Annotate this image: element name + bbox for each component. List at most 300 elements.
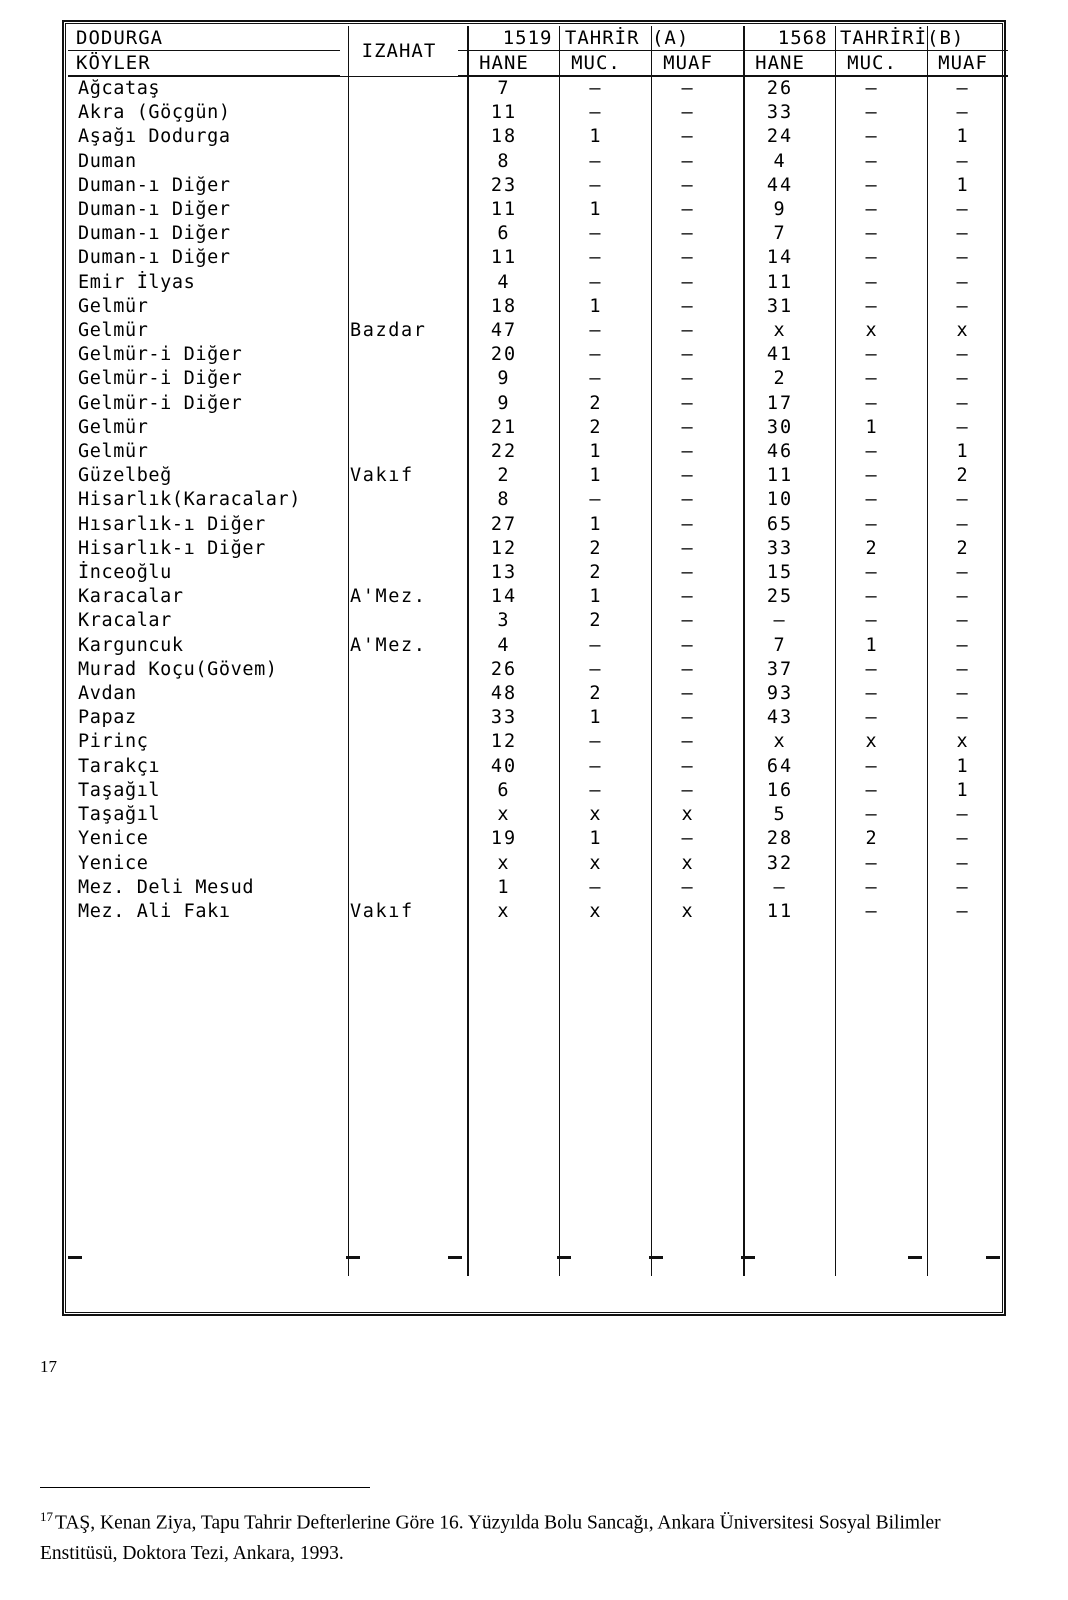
cell-village: Gelmür-i Diğer [78, 392, 243, 414]
table-row [68, 271, 1008, 295]
cell-muc-1519: 2 [589, 392, 603, 414]
cell-hane-1568: 9 [773, 199, 787, 221]
cell-muaf-1519: – [681, 779, 695, 801]
cell-muc-1568: – [865, 295, 879, 317]
cell-muaf-1519: – [681, 537, 695, 559]
header-village-group: DODURGA [68, 26, 340, 51]
cell-village: Emir İlyas [78, 271, 196, 293]
cell-village: Yenice [78, 852, 149, 874]
cell-muaf-1568: 1 [956, 126, 970, 148]
table-row [68, 392, 1008, 416]
cell-muc-1568: – [865, 900, 879, 922]
cell-muaf-1519: – [681, 465, 695, 487]
cell-muaf-1568: – [956, 610, 970, 632]
cell-hane-1519: x [497, 900, 511, 922]
table-row [68, 585, 1008, 609]
cell-muc-1568: – [865, 489, 879, 511]
cell-muc-1568: 1 [865, 416, 879, 438]
table-row [68, 609, 1008, 633]
cell-izahat [340, 222, 458, 246]
header-group-1519: 1519 TAHRİR (A) [458, 26, 734, 51]
cell-hane-1519: 6 [497, 779, 511, 801]
cell-muc-1519: – [589, 223, 603, 245]
header-hane-1568: HANE [734, 51, 826, 77]
cell-hane-1568: 7 [773, 634, 787, 656]
cell-muaf-1568: 2 [956, 465, 970, 487]
cell-muaf-1519: – [681, 247, 695, 269]
cell-izahat [340, 440, 458, 464]
table-row [68, 561, 1008, 585]
cell-village: Hisarlık(Karacalar) [78, 489, 302, 511]
cell-muc-1519: – [589, 489, 603, 511]
cell-muaf-1568: – [956, 78, 970, 99]
cell-muaf-1519: – [681, 489, 695, 511]
cell-hane-1519: 8 [497, 489, 511, 511]
footnote-separator [40, 1487, 370, 1488]
cell-muc-1568: – [865, 779, 879, 801]
cell-muc-1568: – [865, 368, 879, 390]
cell-muc-1568: – [865, 344, 879, 366]
cell-village: Gelmür-i Diğer [78, 368, 243, 390]
cell-hane-1519: 9 [497, 392, 511, 414]
cell-muaf-1568: – [956, 852, 970, 874]
cell-muaf-1519: – [681, 876, 695, 898]
footnote-text: TAŞ, Kenan Ziya, Tapu Tahrir Defterlerine Göre 16. Yüzyılda Bolu Sancağı, Ankara Üniversitesi Sosyal Bilimler Enstitüsü, Doktora Tezi, Ankara, 1993. [40, 1512, 941, 1564]
cell-izahat [340, 852, 458, 876]
cell-muaf-1568: – [956, 150, 970, 172]
cell-muc-1519: – [589, 779, 603, 801]
cell-muaf-1568: 1 [956, 755, 970, 777]
cell-muc-1519: – [589, 320, 603, 342]
cell-hane-1519: 22 [490, 441, 518, 463]
cell-muaf-1568: – [956, 900, 970, 922]
cell-muaf-1519: – [681, 828, 695, 850]
cell-izahat [340, 779, 458, 803]
cell-muc-1519: – [589, 344, 603, 366]
cell-village: Pirinç [78, 731, 149, 753]
cell-village: Duman-ı Diğer [78, 223, 231, 245]
cell-hane-1519: 8 [497, 150, 511, 172]
header-koyler: KÖYLER [68, 51, 340, 77]
cell-village: Aşağı Dodurga [78, 126, 231, 148]
cell-muc-1568: – [865, 465, 879, 487]
cell-muc-1519: 1 [589, 586, 603, 608]
cell-muaf-1519: – [681, 634, 695, 656]
table-row [68, 900, 1008, 924]
cell-izahat [340, 827, 458, 851]
table-row [68, 150, 1008, 174]
cell-hane-1519: x [497, 804, 511, 826]
cell-izahat: Vakıf [350, 900, 414, 922]
cell-hane-1519: 11 [490, 247, 518, 269]
cell-muc-1568: – [865, 102, 879, 124]
cell-muaf-1568: 1 [956, 779, 970, 801]
cell-muc-1568: – [865, 441, 879, 463]
cell-hane-1568: 11 [766, 271, 794, 293]
cell-hane-1568: 37 [766, 658, 794, 680]
cell-muc-1568: – [865, 199, 879, 221]
cell-izahat: A'Mez. [350, 586, 427, 608]
table-row [68, 706, 1008, 730]
table-row [68, 440, 1008, 464]
cell-hane-1519: 13 [490, 562, 518, 584]
cell-village: Duman [78, 150, 137, 172]
cell-hane-1519: 4 [497, 271, 511, 293]
cell-muaf-1568: – [956, 513, 970, 535]
cell-muc-1519: x [589, 852, 603, 874]
cell-village: Karacalar [78, 586, 184, 608]
table-row [68, 464, 1008, 488]
cell-village: Hisarlık-ı Diğer [78, 537, 266, 559]
cell-hane-1568: 4 [773, 150, 787, 172]
header-row-sub [68, 51, 1008, 77]
cell-izahat: A'Mez. [350, 634, 427, 656]
cell-hane-1568: 28 [766, 828, 794, 850]
cell-muaf-1519: – [681, 586, 695, 608]
cell-muc-1519: 1 [589, 126, 603, 148]
cell-muaf-1519: – [681, 416, 695, 438]
cell-muaf-1568: – [956, 416, 970, 438]
cell-muc-1519: 1 [589, 199, 603, 221]
cell-muc-1519: – [589, 247, 603, 269]
table-row [68, 876, 1008, 900]
table-row [68, 827, 1008, 851]
cell-muc-1568: – [865, 707, 879, 729]
cell-muc-1568: – [865, 852, 879, 874]
cell-village: Kracalar [78, 610, 172, 632]
cell-muc-1519: – [589, 150, 603, 172]
cell-muaf-1519: – [681, 392, 695, 414]
cell-hane-1519: 40 [490, 755, 518, 777]
cell-muc-1568: – [865, 876, 879, 898]
cell-hane-1568: 30 [766, 416, 794, 438]
cell-muc-1568: – [865, 150, 879, 172]
table-row [68, 488, 1008, 512]
cell-muaf-1519: – [681, 731, 695, 753]
cell-muc-1519: 2 [589, 683, 603, 705]
cell-muaf-1568: – [956, 392, 970, 414]
cell-muc-1519: – [589, 368, 603, 390]
cell-muc-1519: 1 [589, 828, 603, 850]
cell-izahat [340, 730, 458, 754]
footnote [40, 1502, 1015, 1569]
cell-muaf-1519: – [681, 683, 695, 705]
cell-muaf-1519: – [681, 223, 695, 245]
header-muc-1568: MUC. [826, 51, 918, 77]
cell-muaf-1568: – [956, 562, 970, 584]
cell-muc-1519: – [589, 174, 603, 196]
cell-village: Hısarlık-ı Diğer [78, 513, 266, 535]
table-row [68, 730, 1008, 754]
cell-muaf-1519: – [681, 441, 695, 463]
table-row [68, 416, 1008, 440]
cell-muc-1568: – [865, 610, 879, 632]
cell-village: Gelmür [78, 441, 149, 463]
cell-village: Ağcataş [78, 78, 161, 99]
table-head [68, 26, 1008, 76]
table-row [68, 295, 1008, 319]
cell-hane-1519: 47 [490, 320, 518, 342]
cell-muc-1568: 1 [865, 634, 879, 656]
cell-hane-1519: 18 [490, 295, 518, 317]
cell-izahat [340, 416, 458, 440]
cell-muaf-1519: – [681, 513, 695, 535]
cell-muaf-1519: – [681, 271, 695, 293]
cell-muaf-1568: – [956, 586, 970, 608]
cell-muc-1519: – [589, 102, 603, 124]
cell-muaf-1519: – [681, 78, 695, 99]
cell-hane-1568: 7 [773, 223, 787, 245]
cell-izahat [340, 537, 458, 561]
cell-village: Duman-ı Diğer [78, 199, 231, 221]
cell-muaf-1519: – [681, 102, 695, 124]
table-row [68, 319, 1008, 343]
cell-muc-1519: x [589, 900, 603, 922]
cell-muaf-1568: – [956, 344, 970, 366]
cell-village: Duman-ı Diğer [78, 174, 231, 196]
cell-village: Duman-ı Diğer [78, 247, 231, 269]
cell-muaf-1568: – [956, 634, 970, 656]
cell-muaf-1568: – [956, 828, 970, 850]
cell-izahat: Bazdar [350, 320, 427, 342]
cell-muaf-1568: 2 [956, 537, 970, 559]
cell-muaf-1519: – [681, 707, 695, 729]
cell-hane-1568: 31 [766, 295, 794, 317]
cell-muaf-1519: x [681, 852, 695, 874]
cell-muaf-1568: x [956, 320, 970, 342]
cell-izahat [340, 392, 458, 416]
cell-hane-1568: 32 [766, 852, 794, 874]
page-number: 17 [40, 1357, 57, 1376]
cell-muaf-1519: – [681, 150, 695, 172]
cell-village: Gelmür [78, 320, 149, 342]
cell-muaf-1519: – [681, 199, 695, 221]
table-row [68, 76, 1008, 101]
cell-hane-1519: 2 [497, 465, 511, 487]
cell-hane-1519: 11 [490, 199, 518, 221]
cell-village: Tarakçı [78, 755, 161, 777]
cell-izahat [340, 246, 458, 270]
cell-muc-1519: x [589, 804, 603, 826]
dodurga-villages-table [68, 26, 1008, 924]
cell-hane-1519: 14 [490, 586, 518, 608]
cell-village: Mez. Deli Mesud [78, 876, 255, 898]
cell-muc-1568: – [865, 755, 879, 777]
cell-hane-1568: 33 [766, 102, 794, 124]
cell-hane-1519: 23 [490, 174, 518, 196]
cell-muc-1519: – [589, 271, 603, 293]
cell-muc-1519: – [589, 876, 603, 898]
cell-muaf-1568: – [956, 102, 970, 124]
cell-hane-1568: x [773, 731, 787, 753]
cell-muaf-1519: – [681, 658, 695, 680]
cell-muc-1568: – [865, 247, 879, 269]
cell-muc-1519: 1 [589, 465, 603, 487]
cell-hane-1568: 14 [766, 247, 794, 269]
cell-muc-1568: 2 [865, 828, 879, 850]
cell-muaf-1568: – [956, 658, 970, 680]
cell-village: Avdan [78, 683, 137, 705]
cell-muc-1519: 2 [589, 537, 603, 559]
table-row [68, 634, 1008, 658]
cell-muaf-1568: 1 [956, 174, 970, 196]
table-row [68, 367, 1008, 391]
cell-hane-1568: 5 [773, 804, 787, 826]
cell-hane-1568: – [773, 610, 787, 632]
header-group-1568: 1568 TAHRİRİ(B) [734, 26, 1008, 51]
table-row [68, 803, 1008, 827]
cell-hane-1519: 33 [490, 707, 518, 729]
cell-muc-1519: 2 [589, 416, 603, 438]
cell-hane-1568: 25 [766, 586, 794, 608]
cell-muc-1519: 2 [589, 610, 603, 632]
cell-muc-1519: – [589, 634, 603, 656]
cell-hane-1519: 12 [490, 731, 518, 753]
cell-izahat [340, 803, 458, 827]
table-body [68, 76, 1008, 924]
table-row [68, 779, 1008, 803]
cell-hane-1568: 65 [766, 513, 794, 535]
table-row [68, 222, 1008, 246]
cell-muc-1519: – [589, 731, 603, 753]
cell-izahat [340, 343, 458, 367]
cell-muc-1519: – [589, 78, 603, 99]
cell-muc-1568: – [865, 513, 879, 535]
cell-muaf-1519: – [681, 320, 695, 342]
cell-izahat [340, 174, 458, 198]
cell-hane-1568: 33 [766, 537, 794, 559]
cell-muc-1568: – [865, 562, 879, 584]
cell-muaf-1568: – [956, 247, 970, 269]
cell-hane-1568: 26 [766, 78, 794, 99]
table-row [68, 343, 1008, 367]
cell-muc-1519: – [589, 755, 603, 777]
cell-muaf-1519: – [681, 755, 695, 777]
cell-hane-1519: 48 [490, 683, 518, 705]
cell-muc-1568: – [865, 586, 879, 608]
cell-izahat [340, 706, 458, 730]
cell-village: Karguncuk [78, 634, 184, 656]
cell-muaf-1519: – [681, 610, 695, 632]
cell-muaf-1519: – [681, 126, 695, 148]
cell-hane-1519: 4 [497, 634, 511, 656]
cell-village: Papaz [78, 707, 137, 729]
cell-izahat [340, 271, 458, 295]
cell-hane-1519: 11 [490, 102, 518, 124]
cell-hane-1568: 41 [766, 344, 794, 366]
cell-village: Gelmür [78, 295, 149, 317]
table-row [68, 198, 1008, 222]
cell-muaf-1519: – [681, 344, 695, 366]
cell-hane-1568: 2 [773, 368, 787, 390]
cell-muaf-1568: – [956, 295, 970, 317]
cell-hane-1519: 27 [490, 513, 518, 535]
table-row [68, 537, 1008, 561]
cell-muc-1568: – [865, 804, 879, 826]
scanned-table-block [56, 20, 1012, 1320]
cell-hane-1519: 6 [497, 223, 511, 245]
cell-hane-1519: 21 [490, 416, 518, 438]
cell-hane-1568: x [773, 320, 787, 342]
cell-village: Akra (Göçgün) [78, 102, 231, 124]
cell-muaf-1519: – [681, 562, 695, 584]
cell-muc-1568: – [865, 271, 879, 293]
table-row [68, 101, 1008, 125]
cell-izahat [340, 561, 458, 585]
cell-hane-1568: 16 [766, 779, 794, 801]
cell-izahat [340, 101, 458, 125]
header-row-top [68, 26, 1008, 51]
footnote-marker: 17 [40, 1509, 53, 1524]
cell-muc-1568: x [865, 320, 879, 342]
cell-muaf-1568: – [956, 489, 970, 511]
cell-izahat [340, 658, 458, 682]
table-row [68, 658, 1008, 682]
cell-hane-1568: 64 [766, 755, 794, 777]
cell-muaf-1568: x [956, 731, 970, 753]
cell-hane-1519: 20 [490, 344, 518, 366]
cell-muc-1519: – [589, 658, 603, 680]
cell-muc-1519: 1 [589, 707, 603, 729]
cell-hane-1568: 43 [766, 707, 794, 729]
cell-muc-1519: 1 [589, 441, 603, 463]
cell-village: Taşağıl [78, 804, 161, 826]
table-row [68, 852, 1008, 876]
cell-muaf-1519: – [681, 368, 695, 390]
cell-muaf-1568: 1 [956, 441, 970, 463]
cell-muc-1568: – [865, 223, 879, 245]
cell-hane-1519: 19 [490, 828, 518, 850]
table-row [68, 682, 1008, 706]
cell-izahat [340, 295, 458, 319]
table-row [68, 125, 1008, 149]
table-row [68, 755, 1008, 779]
cell-village: Gelmür [78, 416, 149, 438]
cell-village: Taşağıl [78, 779, 161, 801]
cell-izahat [340, 755, 458, 779]
cell-muc-1568: 2 [865, 537, 879, 559]
cell-muc-1568: – [865, 683, 879, 705]
cell-muaf-1568: – [956, 707, 970, 729]
cell-hane-1568: – [773, 876, 787, 898]
cell-hane-1519: 1 [497, 876, 511, 898]
cell-hane-1519: 18 [490, 126, 518, 148]
cell-hane-1568: 46 [766, 441, 794, 463]
cell-muaf-1519: x [681, 804, 695, 826]
cell-muaf-1568: – [956, 804, 970, 826]
cell-muaf-1519: x [681, 900, 695, 922]
header-hane-1519: HANE [458, 51, 550, 77]
cell-hane-1519: x [497, 852, 511, 874]
table-bottom-edge [68, 1256, 1000, 1260]
cell-hane-1568: 24 [766, 126, 794, 148]
cell-village: Güzelbeğ [78, 465, 172, 487]
cell-muc-1519: 1 [589, 513, 603, 535]
cell-izahat [340, 367, 458, 391]
cell-hane-1568: 93 [766, 683, 794, 705]
cell-izahat [340, 876, 458, 900]
cell-izahat [340, 150, 458, 174]
cell-muc-1568: – [865, 392, 879, 414]
cell-muc-1568: – [865, 658, 879, 680]
cell-hane-1519: 26 [490, 658, 518, 680]
header-muc-1519: MUC. [550, 51, 642, 77]
header-muaf-1568: MUAF [918, 51, 1008, 77]
cell-izahat [340, 682, 458, 706]
cell-muaf-1568: – [956, 199, 970, 221]
cell-village: Mez. Ali Fakı [78, 900, 231, 922]
cell-hane-1568: 44 [766, 174, 794, 196]
